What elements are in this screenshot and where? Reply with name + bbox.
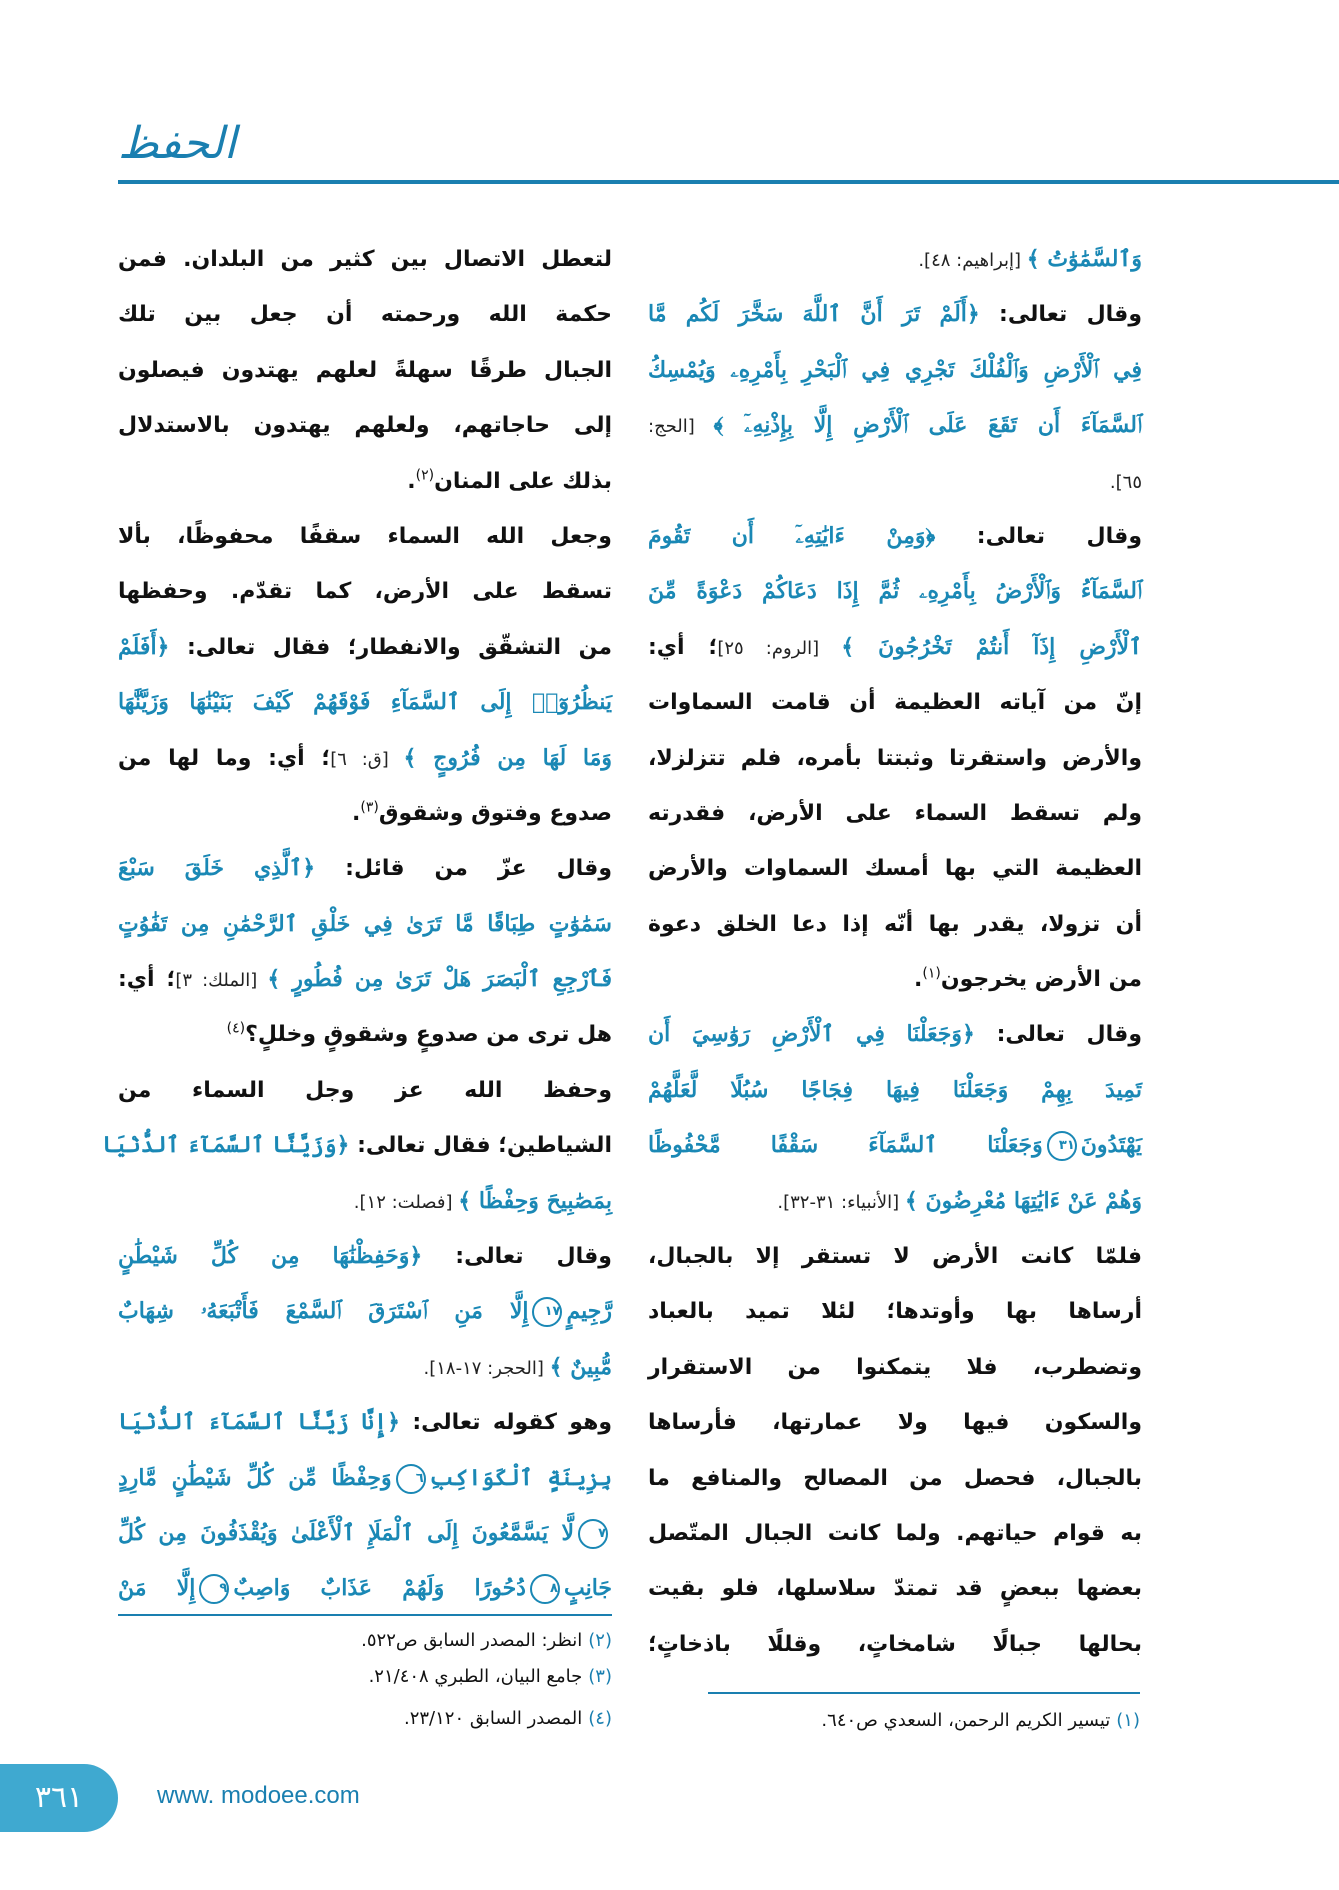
text-line	[118, 232, 612, 287]
quran-verse: ﴿وَجَعَلْنَا فِي ٱلْأَرْضِ رَوَٰسِيَ أَن	[648, 1021, 975, 1048]
body-text: وقال تعالى:	[974, 1022, 1142, 1048]
text-line	[648, 897, 1142, 952]
footnote	[361, 1630, 612, 1651]
text-line	[118, 1451, 612, 1506]
text-line	[102, 1118, 612, 1173]
verse-reference: [إبراهيم: ٤٨].	[918, 250, 1027, 271]
text-line	[118, 1506, 612, 1561]
text-line	[648, 1506, 1142, 1561]
text-line	[648, 454, 1142, 509]
right-column	[648, 232, 1142, 1672]
footnote-marker: (١)	[922, 965, 941, 982]
text-line	[648, 1451, 1142, 1506]
body-text: أن تزولا، يقدر بها أنّه إذا دعا الخلق دعوة	[648, 911, 1142, 937]
header-rule	[118, 180, 1339, 184]
quran-verse: تَمِيدَ بِهِمْ وَجَعَلْنَا فِيهَا فِجَاجًا سُبُلًا لَّعَلَّهُمْ	[648, 1076, 1142, 1103]
quran-verse: فِي ٱلْأَرْضِ وَٱلْفُلْكَ تَجْرِي فِي ٱلْبَحْرِ بِأَمْرِهِۦ وَيُمْسِكُ	[648, 356, 1142, 383]
text-line	[118, 1007, 612, 1062]
text-line	[118, 287, 612, 342]
text-line	[648, 1617, 1142, 1672]
verse-reference: [الحج:	[648, 416, 714, 438]
quran-verse: بِمَصَٰبِيحَ وَحِفْظًا ﴾	[458, 1187, 612, 1214]
body-text: من التشقّق والانفطار؛ فقال تعالى:	[169, 634, 612, 660]
quran-verse: ﴿وَزَيَّنَّا ٱلسَّمَآءَ ٱلدُّنْيَا	[102, 1132, 350, 1159]
website-url[interactable]: www. modoee.com	[157, 1782, 360, 1809]
page-number: ٣٦١	[0, 1764, 118, 1832]
body-text: ولم تسقط السماء على الأرض، فقدرته	[648, 800, 1142, 826]
text-line	[648, 1284, 1142, 1339]
body-text: .	[914, 967, 923, 993]
quran-verse: ﴿ٱلَّذِي خَلَقَ سَبْعَ	[118, 855, 316, 882]
verse-reference: [الروم: ٢٥]	[717, 637, 842, 659]
body-text: بحالها جبالًا شامخاتٍ، وقللًا باذخاتٍ؛	[648, 1631, 1142, 1657]
left-column	[102, 232, 613, 1617]
body-text: فلمّا كانت الأرض لا تستقر إلا بالجبال،	[648, 1244, 1142, 1270]
text-line	[648, 398, 1142, 453]
text-line	[118, 897, 612, 952]
body-text: وقال تعالى:	[422, 1244, 612, 1270]
quran-verse: ﴿وَحَفِظْنَٰهَا مِن كُلِّ شَيْطَٰنٍ	[118, 1243, 423, 1270]
body-text: تسقط على الأرض، كما تقدّم. وحفظها	[118, 579, 612, 605]
quran-verse: ٱلسَّمَآءُ وَٱلْأَرْضُ بِأَمْرِهِۦ ثُمَّ إِذَا دَعَاكُمْ دَعْوَةً مِّنَ	[648, 578, 1142, 605]
body-text: .	[352, 800, 361, 826]
body-text: صدوع وفتوق وشقوق	[378, 800, 612, 826]
footnote-number: (٤)	[588, 1708, 612, 1729]
text-line	[648, 1007, 1142, 1062]
text-line	[648, 509, 1142, 564]
body-text: .	[407, 468, 416, 494]
footnote	[404, 1708, 612, 1729]
verse-reference: [الملك: ٣]	[175, 970, 268, 992]
body-text: بذلك على المنان	[434, 468, 612, 494]
text-line	[648, 1118, 1142, 1173]
footnote	[369, 1666, 612, 1687]
body-text: الجبال طرقًا سهلةً لعلهم يهتدون فيصلون	[118, 357, 612, 383]
text-line	[648, 343, 1142, 398]
text-line	[118, 1561, 612, 1616]
body-text: أرساها بها وأوتدها؛ لئلا تميد بالعباد	[648, 1299, 1142, 1325]
text-line	[648, 287, 1142, 342]
text-line	[118, 343, 612, 398]
quran-verse: بِزِينَةٍ ٱلْكَوَاكِبِ	[429, 1464, 612, 1491]
body-text: العظيمة التي بها أمسك السماوات والأرض	[648, 856, 1142, 882]
text-line	[118, 509, 612, 564]
quran-verse: ﴿وَمِنْ ءَايَٰتِهِۦٓ أَن تَقُومَ	[648, 522, 936, 549]
quran-verse: يَهْتَدُونَ	[1080, 1132, 1142, 1159]
text-line	[118, 454, 612, 509]
body-text: حكمة الله ورحمته أن جعل بين تلك	[118, 302, 612, 328]
text-line	[648, 620, 1142, 675]
body-text: من الأرض يخرجون	[940, 967, 1142, 993]
text-line	[118, 1063, 612, 1118]
text-line	[118, 564, 612, 619]
quran-verse: فَٱرْجِعِ ٱلْبَصَرَ هَلْ تَرَىٰ مِن فُطُورٍ ﴾	[267, 966, 612, 993]
footnote-text: تيسير الكريم الرحمن، السعدي ص٦٤٠.	[821, 1710, 1111, 1731]
quran-verse: مُّبِينٌ ﴾	[549, 1353, 612, 1380]
text-line	[118, 952, 612, 1007]
body-text: وتضطرب، فلا يتمكنوا من الاستقرار	[648, 1354, 1142, 1380]
footnote	[821, 1710, 1140, 1731]
quran-verse: وَحِفْظًا مِّن كُلِّ شَيْطَٰنٍ مَّارِدٍ	[118, 1464, 392, 1491]
body-text: هل ترى من صدوعٍ وشقوقٍ وخللٍ؟	[245, 1022, 612, 1048]
footnote-marker: (٤)	[226, 1021, 246, 1038]
text-line	[118, 398, 612, 453]
ayah-number: ٦	[396, 1464, 426, 1494]
text-line	[118, 1229, 612, 1284]
quran-verse: دُحُورًا وَلَهُمْ عَذَابٌ وَاصِبٌ	[233, 1575, 526, 1602]
text-line	[648, 841, 1142, 896]
text-line	[118, 675, 612, 730]
quran-verse: جَانِبٍ	[563, 1575, 612, 1602]
footnote-number: (١)	[1116, 1710, 1140, 1731]
ayah-number: ٩	[199, 1574, 229, 1604]
verse-reference: ٦٥].	[1109, 471, 1142, 493]
body-text: ؛ أي:	[118, 967, 176, 993]
text-line	[648, 1174, 1142, 1229]
verse-reference: [الأنبياء: ٣١-٣٢].	[777, 1191, 905, 1213]
text-line	[648, 1561, 1142, 1616]
quran-verse: لَّا يَسَّمَّعُونَ إِلَى ٱلْمَلَإِ ٱلْأَعْلَىٰ وَيُقْذَفُونَ مِن كُلِّ	[118, 1519, 574, 1546]
text-line	[648, 731, 1142, 786]
body-text: وحفظ الله عز وجل السماء من	[118, 1077, 612, 1103]
text-line	[118, 1395, 612, 1450]
chapter-title: الحفظ	[118, 118, 237, 169]
quran-verse: رَّجِيمٍ	[566, 1298, 612, 1325]
footnote-text: جامع البيان، الطبري ٢١/٤٠٨.	[368, 1666, 583, 1687]
quran-verse: يَنظُرُوٓا۟ إِلَى ٱلسَّمَآءِ فَوْقَهُمْ كَيْفَ بَنَيْنَٰهَا وَزَيَّنَّٰهَا	[118, 689, 612, 716]
text-line	[648, 1340, 1142, 1395]
body-text: الشياطين؛ فقال تعالى:	[349, 1133, 612, 1159]
text-line	[648, 564, 1142, 619]
text-line	[118, 731, 612, 786]
footnote-marker: (٢)	[415, 467, 435, 484]
text-line	[118, 1174, 612, 1229]
quran-verse: وَٱلسَّمَٰوَٰتُ ﴾	[1026, 246, 1142, 272]
body-text: إنّ من آياته العظيمة أن قامت السماوات	[648, 690, 1142, 716]
text-line	[648, 675, 1142, 730]
body-text: إلى حاجاتهم، ولعلهم يهتدون بالاستدلال	[118, 413, 612, 439]
body-text: وقال تعالى:	[979, 302, 1142, 328]
quran-verse: ٱلْأَرْضِ إِذَآ أَنتُمْ تَخْرُجُونَ ﴾	[841, 633, 1142, 660]
verse-reference: [الحجر: ١٧-١٨].	[423, 1357, 550, 1379]
footnote-text: المصدر السابق ٢٣/١٢٠.	[403, 1708, 583, 1729]
body-text: وقال تعالى:	[935, 523, 1142, 549]
quran-verse: إِلَّا مَنْ	[118, 1575, 196, 1602]
quran-verse: ﴿إِنَّا زَيَّنَّا ٱلسَّمَآءَ ٱلدُّنْيَا	[118, 1409, 400, 1436]
quran-verse: وَجَعَلْنَا ٱلسَّمَآءَ سَقْفًا مَّحْفُوظًا	[648, 1132, 1043, 1159]
quran-verse: ﴿أَلَمْ تَرَ أَنَّ ٱللَّهَ سَخَّرَ لَكُم مَّا	[648, 301, 980, 328]
text-line	[648, 232, 1142, 287]
footnote-separator	[118, 1614, 612, 1616]
quran-verse: ﴿أَفَلَمْ	[118, 633, 170, 660]
text-line	[648, 1395, 1142, 1450]
body-text: بعضها ببعضٍ قد تمتدّ سلاسلها، فلو بقيت	[648, 1576, 1142, 1602]
text-line	[118, 620, 612, 675]
quran-verse: ٱلسَّمَآءَ أَن تَقَعَ عَلَى ٱلْأَرْضِ إِلَّا بِإِذْنِهِۦٓ ﴾	[713, 412, 1142, 439]
quran-verse: وَمَا لَهَا مِن فُرُوجٍ ﴾	[403, 744, 612, 771]
body-text: به قوام حياتهم. ولما كانت الجبال المتّصل	[648, 1520, 1142, 1546]
quran-verse: سَمَٰوَٰتٍ طِبَاقًا مَّا تَرَىٰ فِي خَلْقِ ٱلرَّحْمَٰنِ مِن تَفَٰوُتٍ	[118, 910, 612, 937]
verse-reference: [ق: ٦]	[330, 748, 404, 770]
body-text: والأرض واستقرتا وثبتتا بأمره، فلم تتزلزلا،	[648, 745, 1142, 771]
body-text: وهو كقوله تعالى:	[399, 1410, 613, 1436]
body-text: ؛ أي:	[648, 634, 718, 660]
quran-verse: وَهُمْ عَنْ ءَايَٰتِهَا مُعْرِضُونَ ﴾	[904, 1187, 1142, 1214]
body-text: وجعل الله السماء سقفًا محفوظًا، بألا	[118, 523, 612, 549]
ayah-number: ٣١	[1047, 1131, 1077, 1161]
verse-reference: [فصلت: ١٢].	[353, 1191, 459, 1213]
footnote-marker: (٣)	[360, 799, 379, 816]
text-line	[648, 1229, 1142, 1284]
text-line	[118, 786, 612, 841]
ayah-number: ٨	[530, 1574, 560, 1604]
ayah-number: ٧	[578, 1519, 608, 1549]
ayah-number: ١٧	[532, 1297, 562, 1327]
body-text: ؛ أي: وما لها من	[118, 745, 331, 771]
text-line	[118, 1284, 612, 1339]
footnote-text: انظر: المصدر السابق ص٥٢٢.	[361, 1630, 583, 1651]
text-line	[118, 841, 612, 896]
text-line	[648, 1063, 1142, 1118]
footnote-separator	[708, 1692, 1140, 1694]
footnote-number: (٣)	[588, 1666, 612, 1687]
text-line	[118, 1340, 612, 1395]
text-line	[648, 952, 1142, 1007]
body-text: والسكون فيها ولا عمارتها، فأرساها	[648, 1410, 1142, 1436]
body-text: بالجبال، فحصل من المصالح والمنافع ما	[648, 1465, 1142, 1491]
body-text: وقال عزّ من قائل:	[315, 856, 612, 882]
body-text: لتعطل الاتصال بين كثير من البلدان. فمن	[118, 247, 612, 272]
footnote-number: (٢)	[588, 1630, 612, 1651]
text-line	[648, 786, 1142, 841]
quran-verse: إِلَّا مَنِ ٱسْتَرَقَ ٱلسَّمْعَ فَأَتْبَعَهُۥ شِهَابٌ	[118, 1298, 529, 1325]
